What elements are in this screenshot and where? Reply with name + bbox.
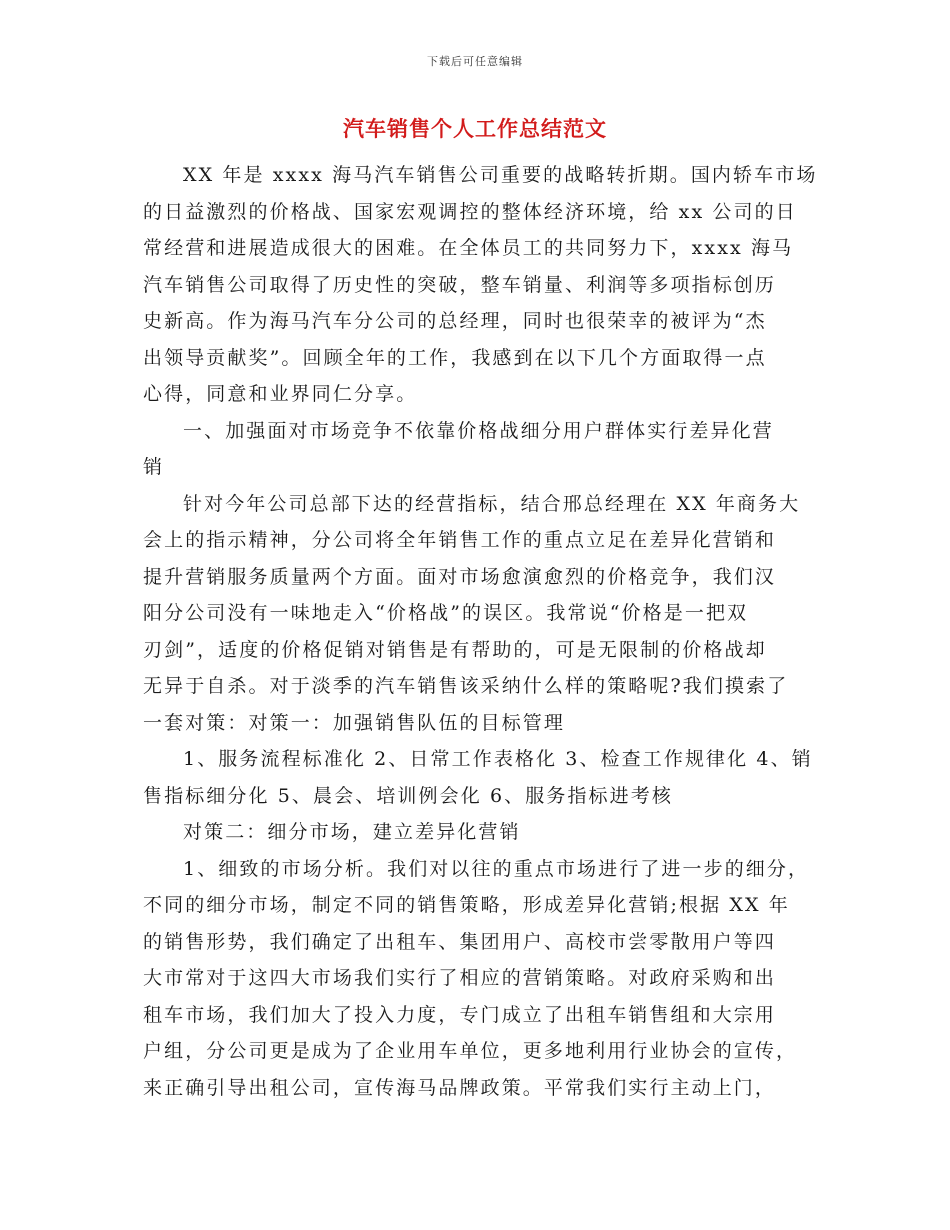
paragraph-line: 提升营销服务质量两个方面。面对市场愈演愈烈的价格竞争，我们汉	[143, 565, 777, 588]
paragraph-line: 无异于自杀。对于淡季的汽车销售该采纳什么样的策略呢?我们摸索了	[143, 675, 789, 697]
paragraph-line: 一套对策：对策一：加强销售队伍的目标管理	[143, 711, 566, 734]
subheading-line: 对策二：细分市场，建立差异化营销	[183, 821, 521, 843]
paragraph-line: 来正确引导出租公司，宣传海马品牌政策。平常我们实行主动上门，	[143, 1076, 777, 1099]
section-heading-line: 一、加强面对市场竞争不依靠价格战细分用户群体实行差异化营	[183, 419, 774, 442]
paragraph-line: 常经营和进展造成很大的困难。在全体员工的共同努力下，xxxx 海马	[143, 237, 794, 259]
paragraph-line: 户组，分公司更是成为了企业用车单位，更多地利用行业协会的宣传，	[143, 1040, 798, 1062]
list-line: 售指标细分化 5、晨会、培训例会化 6、服务指标进考核	[143, 784, 673, 807]
paragraph-line: XX 年是 xxxx 海马汽车销售公司重要的战略转折期。国内轿车市场	[183, 164, 818, 186]
paragraph-line: 心得，同意和业界同仁分享。	[143, 383, 418, 405]
document-body	[143, 157, 823, 1106]
paragraph-line: 会上的指示精神，分公司将全年销售工作的重点立足在差异化营销和	[143, 529, 777, 551]
document-title: 汽车销售个人工作总结范文	[343, 116, 607, 141]
paragraph-line: 租车市场，我们加大了投入力度，专门成立了出租车销售组和大宗用	[143, 1003, 777, 1026]
header-note: 下载后可任意编辑	[427, 55, 523, 68]
paragraph-line: 不同的细分市场，制定不同的销售策略，形成差异化营销;根据 XX 年	[143, 894, 790, 916]
paragraph-line: 针对今年公司总部下达的经营指标，结合邢总经理在 XX 年商务大	[183, 492, 801, 515]
section-heading-line: 销	[143, 456, 165, 478]
paragraph-line: 出领导贡献奖”。回顾全年的工作，我感到在以下几个方面取得一点	[143, 346, 767, 369]
paragraph-line: 的日益激烈的价格战、国家宏观调控的整体经济环境，给 xx 公司的日	[143, 200, 797, 223]
paragraph-line: 1、细致的市场分析。我们对以往的重点市场进行了进一步的细分，	[183, 857, 810, 880]
paragraph-line: 的销售形势，我们确定了出租车、集团用户、高校市尝零散用户等四	[143, 930, 777, 953]
paragraph-line: 汽车销售公司取得了历史性的突破，整车销量、利润等多项指标创历	[143, 273, 777, 296]
list-line: 1、服务流程标准化 2、日常工作表格化 3、检查工作规律化 4、销	[183, 748, 813, 770]
paragraph-line: 史新高。作为海马汽车分公司的总经理，同时也很荣幸的被评为“杰	[143, 310, 767, 332]
paragraph-line: 大市常对于这四大市场我们实行了相应的营销策略。对政府采购和出	[143, 967, 777, 989]
paragraph-line: 刃剑”，适度的价格促销对销售是有帮助的，可是无限制的价格战却	[143, 638, 767, 661]
paragraph-line: 阳分公司没有一味地走入“价格战”的误区。我常说“价格是一把双	[143, 602, 749, 624]
